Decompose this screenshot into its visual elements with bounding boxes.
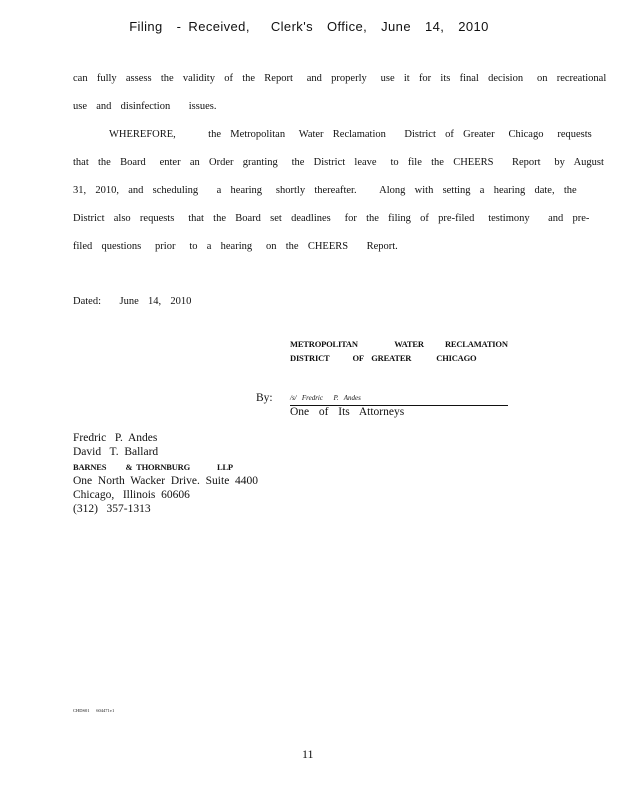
client-name-line-2: DISTRICT OF GREATER CHICAGO bbox=[290, 353, 477, 363]
body-line-1: can fully assess the validity of the Report and properly use it for its final decision on recreational bbox=[73, 73, 607, 84]
body-line-4: that the Board enter an Order granting the District leave to file the CHEERS Report by August bbox=[73, 157, 604, 168]
dated-line: Dated: June 14, 2010 bbox=[73, 296, 192, 307]
body-line-7: filed questions prior to a hearing on the CHEERS Report. bbox=[73, 241, 398, 252]
body-line-2: use and disinfection issues. bbox=[73, 101, 217, 112]
firm-name: BARNES & THORNBURG LLP bbox=[73, 462, 233, 472]
phone-number: (312) 357-1313 bbox=[73, 503, 151, 515]
filing-header: Filing - Received, Clerk's Office, June 14, 2010 bbox=[129, 19, 489, 34]
body-line-3: WHEREFORE, the Metropolitan Water Reclamation District of Greater Chicago requests bbox=[109, 129, 592, 140]
by-label: By: bbox=[256, 392, 273, 404]
page-number: 11 bbox=[302, 747, 314, 761]
client-name-line-1: METROPOLITAN WATER RECLAMATION bbox=[290, 339, 508, 349]
street-address: One North Wacker Drive. Suite 4400 bbox=[73, 475, 259, 487]
body-line-5: 31, 2010, and scheduling a hearing shortly thereafter. Along with setting a hearing date, the bbox=[73, 185, 577, 196]
document-code: CHDS01 604471v1 bbox=[73, 708, 115, 713]
body-line-6: District also requests that the Board set deadlines for the filing of pre-filed testimony and pre- bbox=[73, 213, 590, 224]
attorney-name-2: David T. Ballard bbox=[73, 446, 159, 458]
city-state-zip: Chicago, Illinois 60606 bbox=[73, 489, 190, 501]
signatory-role: One of Its Attorneys bbox=[290, 406, 405, 418]
electronic-signature: /s/ Fredric P. Andes bbox=[290, 394, 361, 402]
signature-line bbox=[290, 392, 508, 406]
attorney-name-1: Fredric P. Andes bbox=[73, 432, 158, 444]
